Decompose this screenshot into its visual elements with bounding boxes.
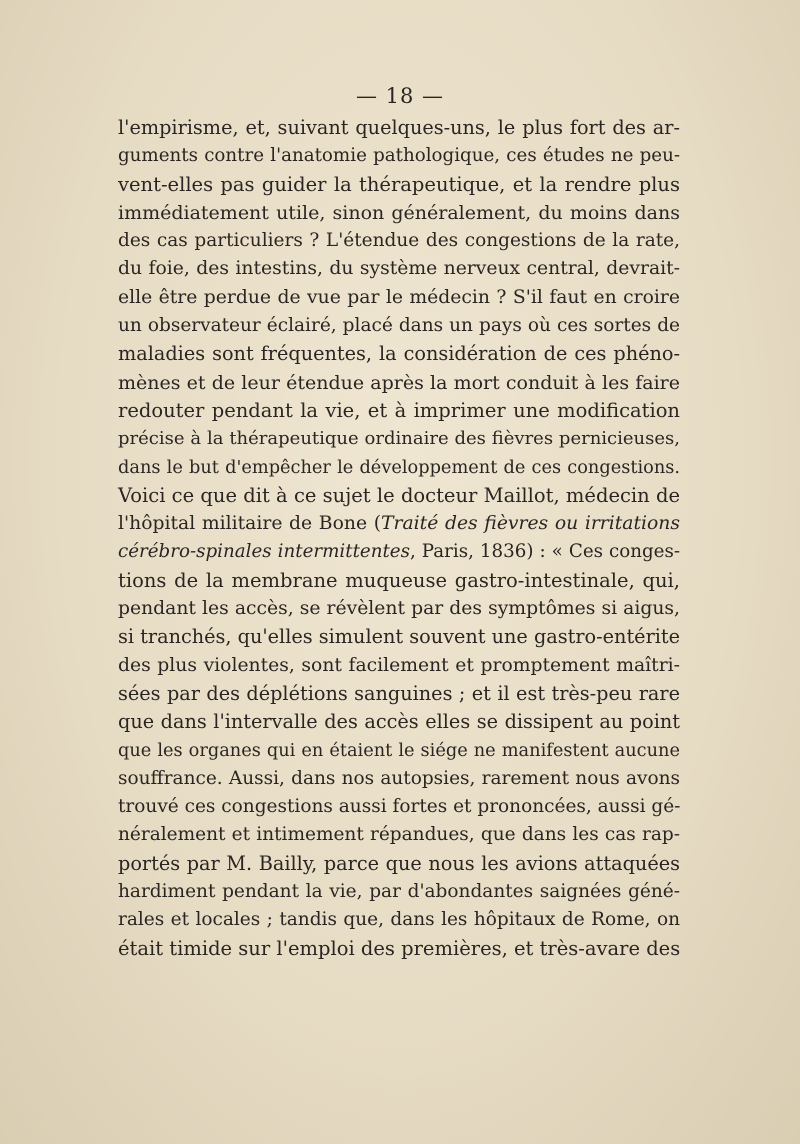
text-span: l'empirisme, et, suivant quelques-uns, le plus fort des ar- [118, 116, 680, 139]
text-line [118, 114, 680, 142]
text-span: des plus violentes, sont facilement et promptement maîtri- [118, 654, 680, 676]
text-span: Voici ce que dit à ce sujet le docteur Maillot, médecin de [118, 483, 680, 507]
text-line [118, 623, 680, 651]
text-span: elle être perdue de vue par le médecin ? S'il faut en croire [118, 286, 680, 308]
text-span: vent-elles pas guider la thérapeutique, et la rendre plus [118, 172, 680, 196]
text-span: que les organes qui en étaient le siége ne manifestent aucune [118, 740, 680, 761]
text-span: pendant les accès, se révèlent par des symptômes si aigus, [118, 598, 680, 620]
text-span: précise à la thérapeutique ordinaire des fièvres pernicieuses, [118, 428, 680, 450]
text-line [118, 454, 680, 482]
text-line [118, 793, 680, 821]
text-line [118, 142, 680, 170]
text-span: souffrance. Aussi, dans nos autopsies, rarement nous avons [118, 767, 680, 789]
text-span: hardiment pendant la vie, par d'abondantes saignées géné- [118, 881, 680, 903]
text-line [118, 935, 680, 963]
text-span: néralement et intimement répandues, que dans les cas rap- [118, 824, 680, 846]
text-line [118, 227, 680, 255]
text-span: dans le but d'empêcher le développement de ces congestions. [118, 457, 680, 478]
text-span: était timide sur l'emploi des premières, et très-avare des [118, 936, 681, 960]
text-line [118, 765, 680, 793]
text-line [118, 482, 680, 510]
page-number: — 18 — [355, 84, 445, 108]
text-line [118, 708, 680, 736]
text-line [118, 255, 680, 283]
text-line [118, 538, 680, 566]
body-text [118, 114, 680, 963]
text-span: rales et locales ; tandis que, dans les hôpitaux de Rome, on [118, 909, 680, 931]
text-span: si tranchés, qu'elles simulent souvent une gastro-entérite [118, 625, 681, 649]
text-span: immédiatement utile, sinon généralement, du moins dans [118, 201, 680, 224]
text-span: du foie, des intestins, du système nerveux central, devrait- [118, 258, 680, 280]
text-line [118, 878, 680, 906]
text-line [118, 906, 680, 934]
text-span: redouter pendant la vie, et à imprimer une modification [118, 398, 680, 422]
text-span: trouvé ces congestions aussi fortes et prononcées, aussi gé- [118, 796, 681, 818]
text-line [118, 737, 680, 765]
text-line [118, 652, 680, 680]
text-span: tions de la membrane muqueuse gastro-intestinale, qui, [118, 568, 680, 592]
text-span: guments contre l'anatomie pathologique, ces études ne peu- [118, 145, 680, 167]
text-line [118, 850, 680, 878]
text-line [118, 397, 680, 425]
text-span: des cas particuliers ? L'étendue des congestions de la rate, [118, 230, 680, 252]
text-span: maladies sont fréquentes, la considération de ces phéno- [118, 342, 680, 366]
italic-title: Traité des fièvres ou irritations [381, 513, 680, 535]
text-line [118, 312, 680, 340]
text-line [118, 369, 680, 397]
italic-title: cérébro-spinales intermittentes [118, 541, 410, 563]
text-line [118, 567, 680, 595]
text-line [118, 821, 680, 849]
text-span: un observateur éclairé, placé dans un pays où ces sortes de [118, 315, 680, 337]
text-line [118, 199, 680, 227]
text-line [118, 340, 680, 368]
text-span: l'hôpital militaire de Bone ( [118, 513, 382, 535]
text-span: sées par des déplétions sanguines ; et il est très-peu rare [118, 681, 680, 705]
text-line [118, 425, 680, 453]
text-line [118, 680, 680, 708]
text-line [118, 171, 680, 199]
text-line [118, 510, 680, 538]
text-span: portés par M. Bailly, parce que nous les avions attaquées [118, 851, 680, 875]
text-span: que dans l'intervalle des accès elles se dissipent au point [118, 710, 680, 734]
text-line [118, 595, 680, 623]
text-line [118, 284, 680, 312]
text-span: mènes et de leur étendue après la mort conduit à les faire [118, 371, 680, 394]
text-span: , Paris, 1836) : « Ces conges- [409, 541, 680, 563]
